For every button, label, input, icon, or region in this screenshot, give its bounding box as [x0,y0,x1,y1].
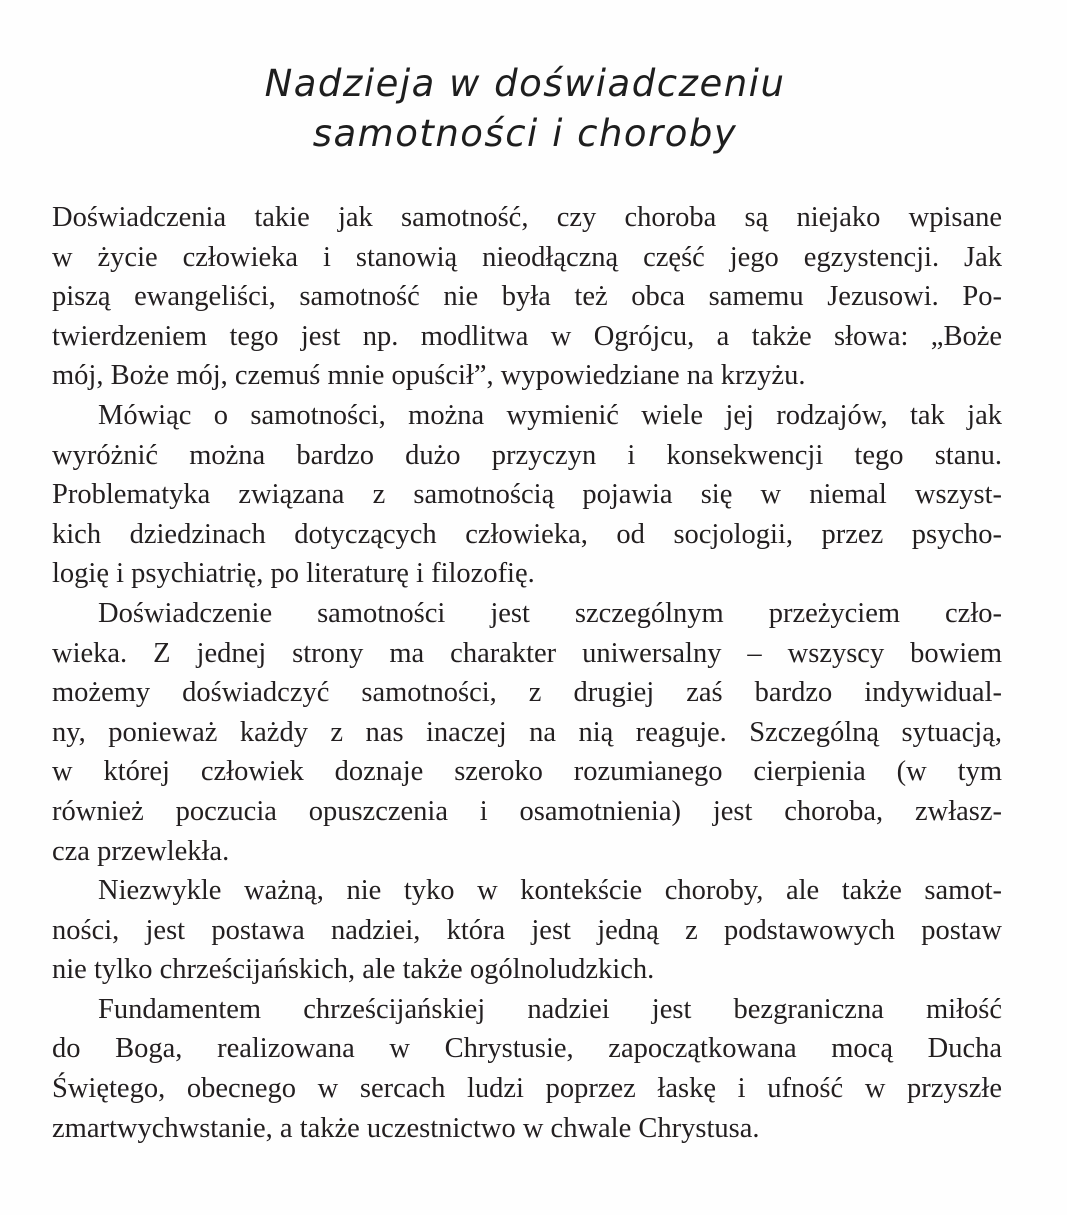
paragraph-2 [52,396,1002,594]
text-line: piszą ewangeliści, samotność nie była też obca samemu Jezusowi. Po- [52,281,1002,313]
text-line: wieka. Z jednej strony ma charakter uniwersalny – wszyscy bowiem [52,637,1002,669]
text-line: Niezwykle ważną, nie tyko w kontekście choroby, ale także samot- [98,875,1002,907]
paragraph-5 [52,990,1002,1148]
text-line: twierdzeniem tego jest np. modlitwa w Ogrójcu, a także słowa: „Boże [52,320,1002,352]
text-line: Fundamentem chrześcijańskiej nadziei jest bezgraniczna miłość [98,993,1002,1025]
text-line: Doświadczenie samotności jest szczególnym przeżyciem czło- [98,597,1002,629]
body-text [52,198,1002,1148]
text-line: do Boga, realizowana w Chrystusie, zapoczątkowana mocą Ducha [52,1033,1002,1065]
paragraph-1 [52,198,1002,396]
paragraph-3 [52,594,1002,871]
text-line: Doświadczenia takie jak samotność, czy choroba są niejako wpisane [52,202,1002,233]
text-line: ności, jest postawa nadziei, która jest jedną z podstawowych postaw [52,914,1002,946]
text-line: zmartwychwstanie, a także uczestnictwo w chwale Chrystusa. [52,1112,760,1144]
text-line: w życie człowieka i stanowią nieodłączną część jego egzystencji. Jak [52,241,1002,273]
text-line: również poczucia opuszczenia i osamotnienia) jest choroba, zwłasz- [52,795,1002,827]
title-line: samotności i choroby [312,111,738,155]
text-line: ny, ponieważ każdy z nas inaczej na nią reaguje. Szczególną sytuacją, [52,716,1002,748]
text-line: wyróżnić można bardzo dużo przyczyn i konsekwencji tego stanu. [52,439,1002,471]
text-line: możemy doświadczyć samotności, z drugiej zaś bardzo indywidual- [52,677,1002,709]
text-line: mój, Boże mój, czemuś mnie opuścił”, wypowiedziane na krzyżu. [52,360,806,392]
title-line: Nadzieja w doświadczeniu [264,61,786,105]
page-title [0,59,1050,159]
text-line: kich dziedzinach dotyczących człowieka, od socjologii, przez psycho- [52,518,1002,550]
text-line: Mówiąc o samotności, można wymienić wiele jej rodzajów, tak jak [98,399,1002,431]
text-line: logię i psychiatrię, po literaturę i filozofię. [52,558,535,590]
text-line: nie tylko chrześcijańskich, ale także ogólnoludzkich. [52,954,655,986]
text-line: cza przewlekła. [52,835,230,867]
paragraph-4 [52,871,1002,990]
text-line: w której człowiek doznaje szeroko rozumianego cierpienia (w tym [52,756,1002,788]
text-line: Świętego, obecnego w sercach ludzi poprzez łaskę i ufność w przyszłe [52,1073,1002,1105]
text-line: Problematyka związana z samotnością pojawia się w niemal wszyst- [52,479,1002,511]
